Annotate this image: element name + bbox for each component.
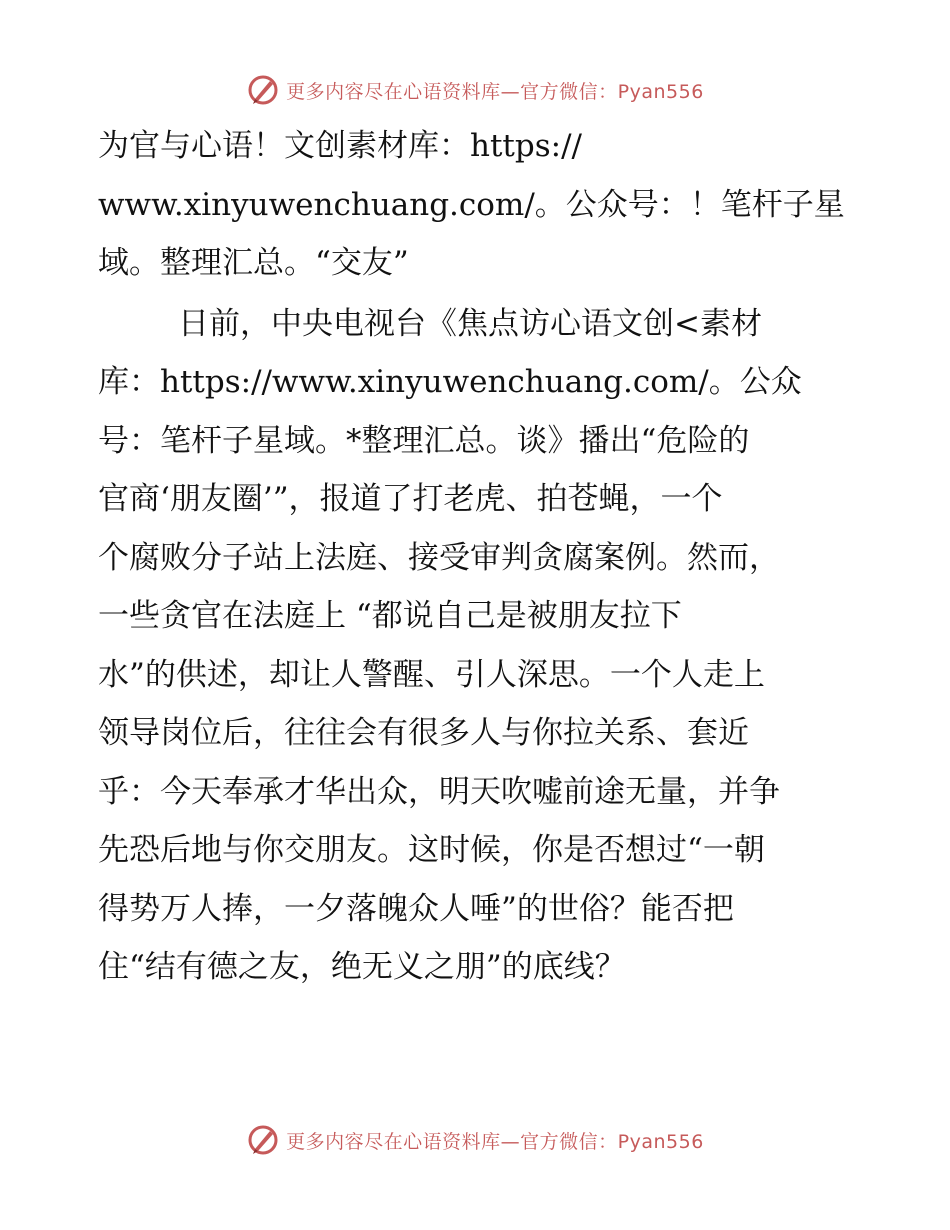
- footer-banner: [0, 1118, 950, 1162]
- text-line: 官商‘朋友圈’”，报道了打老虎、拍苍蝇，一个: [98, 481, 723, 517]
- paragraph-1: [98, 117, 858, 293]
- quill-pen-logo-icon: [246, 73, 280, 107]
- text-line: 得势万人捧，一夕落魄众人唾”的世俗？能否把: [98, 890, 734, 927]
- text-line: 先恐后地与你交朋友。这时候，你是否想过“一朝: [98, 832, 765, 868]
- text-line: 一些贪官在法庭上 “都说自己是被朋友拉下: [98, 598, 682, 634]
- paragraph-2: [98, 295, 858, 997]
- text-line: 库：https://www.xinyuwenchuang.com/。公众: [98, 364, 802, 400]
- text-line: www.xinyuwenchuang.com/。公众号：！笔杆子星: [98, 186, 845, 223]
- footer-banner-text: 更多内容尽在心语资料库—官方微信：Pyan556: [286, 1130, 704, 1153]
- header-banner-text: 更多内容尽在心语资料库—官方微信：Pyan556: [286, 80, 704, 103]
- text-line: 水”的供述，却让人警醒、引人深思。一个人走上: [98, 656, 765, 693]
- text-line: 号：笔杆子星域。*整理汇总。谈》播出“危险的: [98, 422, 750, 459]
- text-line: 住“结有德之友，绝无义之朋”的底线？: [98, 949, 626, 985]
- text-line: 日前，中央电视台《焦点访心语文创<素材: [178, 305, 762, 342]
- text-line: 领导岗位后，往往会有很多人与你拉关系、套近: [98, 715, 749, 751]
- quill-pen-logo-icon: [246, 1123, 280, 1157]
- text-line: 乎：今天奉承才华出众，明天吹嘘前途无量，并争: [98, 773, 780, 810]
- header-banner: [0, 68, 950, 112]
- document-body: [98, 117, 858, 997]
- text-line: 为官与心语！文创素材库：https://: [98, 128, 582, 164]
- text-line: 域。整理汇总。“交友”: [98, 245, 409, 281]
- text-line: 个腐败分子站上法庭、接受审判贪腐案例。然而，: [98, 539, 780, 576]
